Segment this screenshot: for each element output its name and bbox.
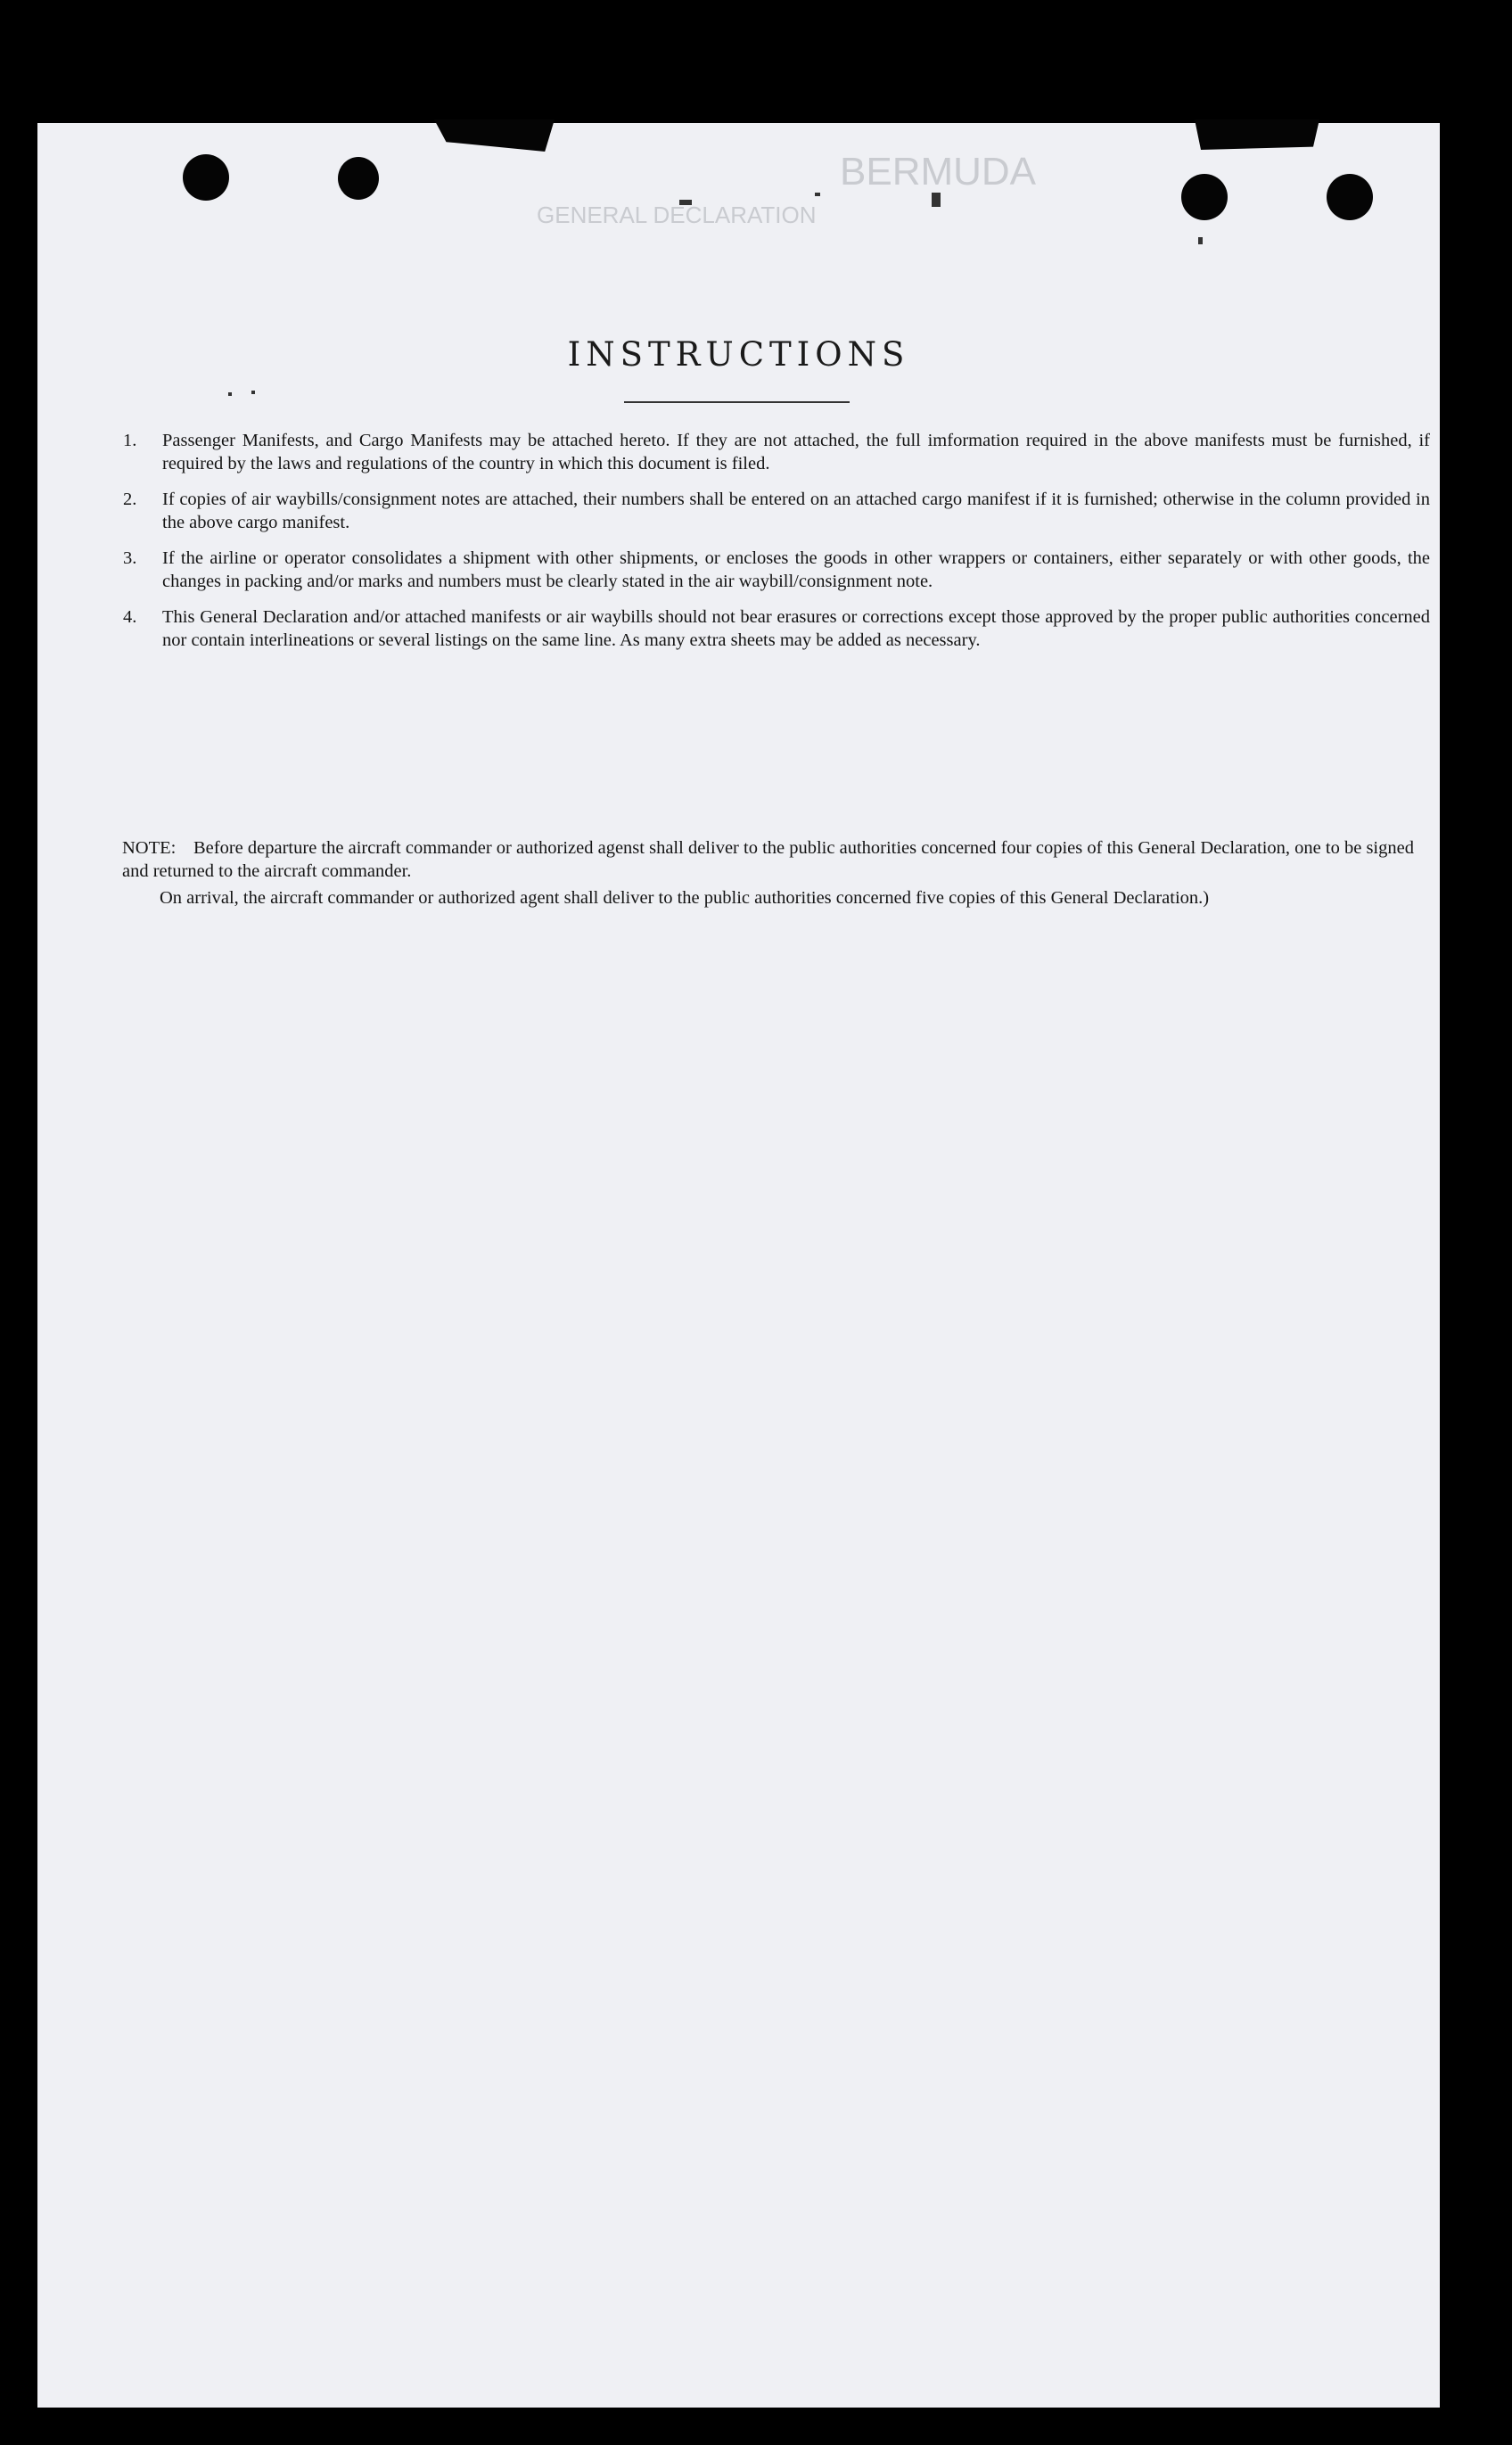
note-text-1: Before departure the aircraft commander or authorized agenst shall deliver to the public authorities concerned four copies of this General Declaration, one to be signed and returned to the aircraft commander.	[122, 838, 1414, 881]
note-section	[122, 836, 1428, 910]
speck	[228, 392, 232, 396]
punch-hole-left-2	[338, 157, 379, 200]
instruction-number: 4.	[123, 607, 137, 627]
speck	[932, 193, 941, 207]
note-paragraph-1	[122, 836, 1428, 883]
speck	[815, 193, 820, 196]
page-title: INSTRUCTIONS	[567, 335, 910, 374]
note-paragraph-2	[122, 886, 1428, 910]
note-label: NOTE:	[122, 838, 177, 858]
speck	[251, 391, 255, 394]
document-page	[37, 123, 1440, 2408]
instruction-number: 3.	[123, 548, 137, 568]
torn-edge-left	[434, 119, 555, 152]
torn-edge-right	[1195, 119, 1319, 150]
instruction-text: This General Declaration and/or attached manifests or air waybills should not bear erasures or corrections except those approved by the proper public authorities concerned nor contain interlineations or several listings on the same line. As many extra sheets may be added as necessary.	[162, 607, 1430, 650]
punch-hole-right-2	[1327, 174, 1373, 220]
instruction-item	[119, 429, 1430, 475]
instruction-text: If copies of air waybills/consignment notes are attached, their numbers shall be entered on an attached cargo manifest if it is furnished; otherwise in the column provided in the above cargo manifest.	[162, 490, 1430, 532]
speck	[1198, 237, 1203, 244]
instruction-text: If the airline or operator consolidates a shipment with other shipments, or encloses the goods in other wrappers or containers, either separately or with other goods, the changes in packing and/or marks and numbers must be clearly stated in the air waybill/consignment note.	[162, 548, 1430, 591]
instructions-list	[119, 429, 1430, 664]
instruction-number: 1.	[123, 431, 137, 450]
title-underline	[624, 401, 850, 403]
instruction-item	[119, 547, 1430, 593]
punch-hole-right-1	[1181, 174, 1228, 220]
instruction-text: Passenger Manifests, and Cargo Manifests may be attached hereto. If they are not attached, the full imformation required in the above manifests must be furnished, if required by the laws and regulations of the country in which this document is filed.	[162, 431, 1430, 473]
bleed-through-text: BERMUDA	[840, 150, 1037, 193]
instruction-item	[119, 488, 1430, 534]
instruction-item	[119, 605, 1430, 652]
note-text-2: On arrival, the aircraft commander or authorized agent shall deliver to the public authorities concerned five copies of this General Declaration.)	[160, 888, 1210, 908]
punch-hole-left-1	[183, 154, 229, 201]
instruction-number: 2.	[123, 490, 137, 509]
bleed-through-text: GENERAL DECLARATION	[537, 202, 817, 228]
